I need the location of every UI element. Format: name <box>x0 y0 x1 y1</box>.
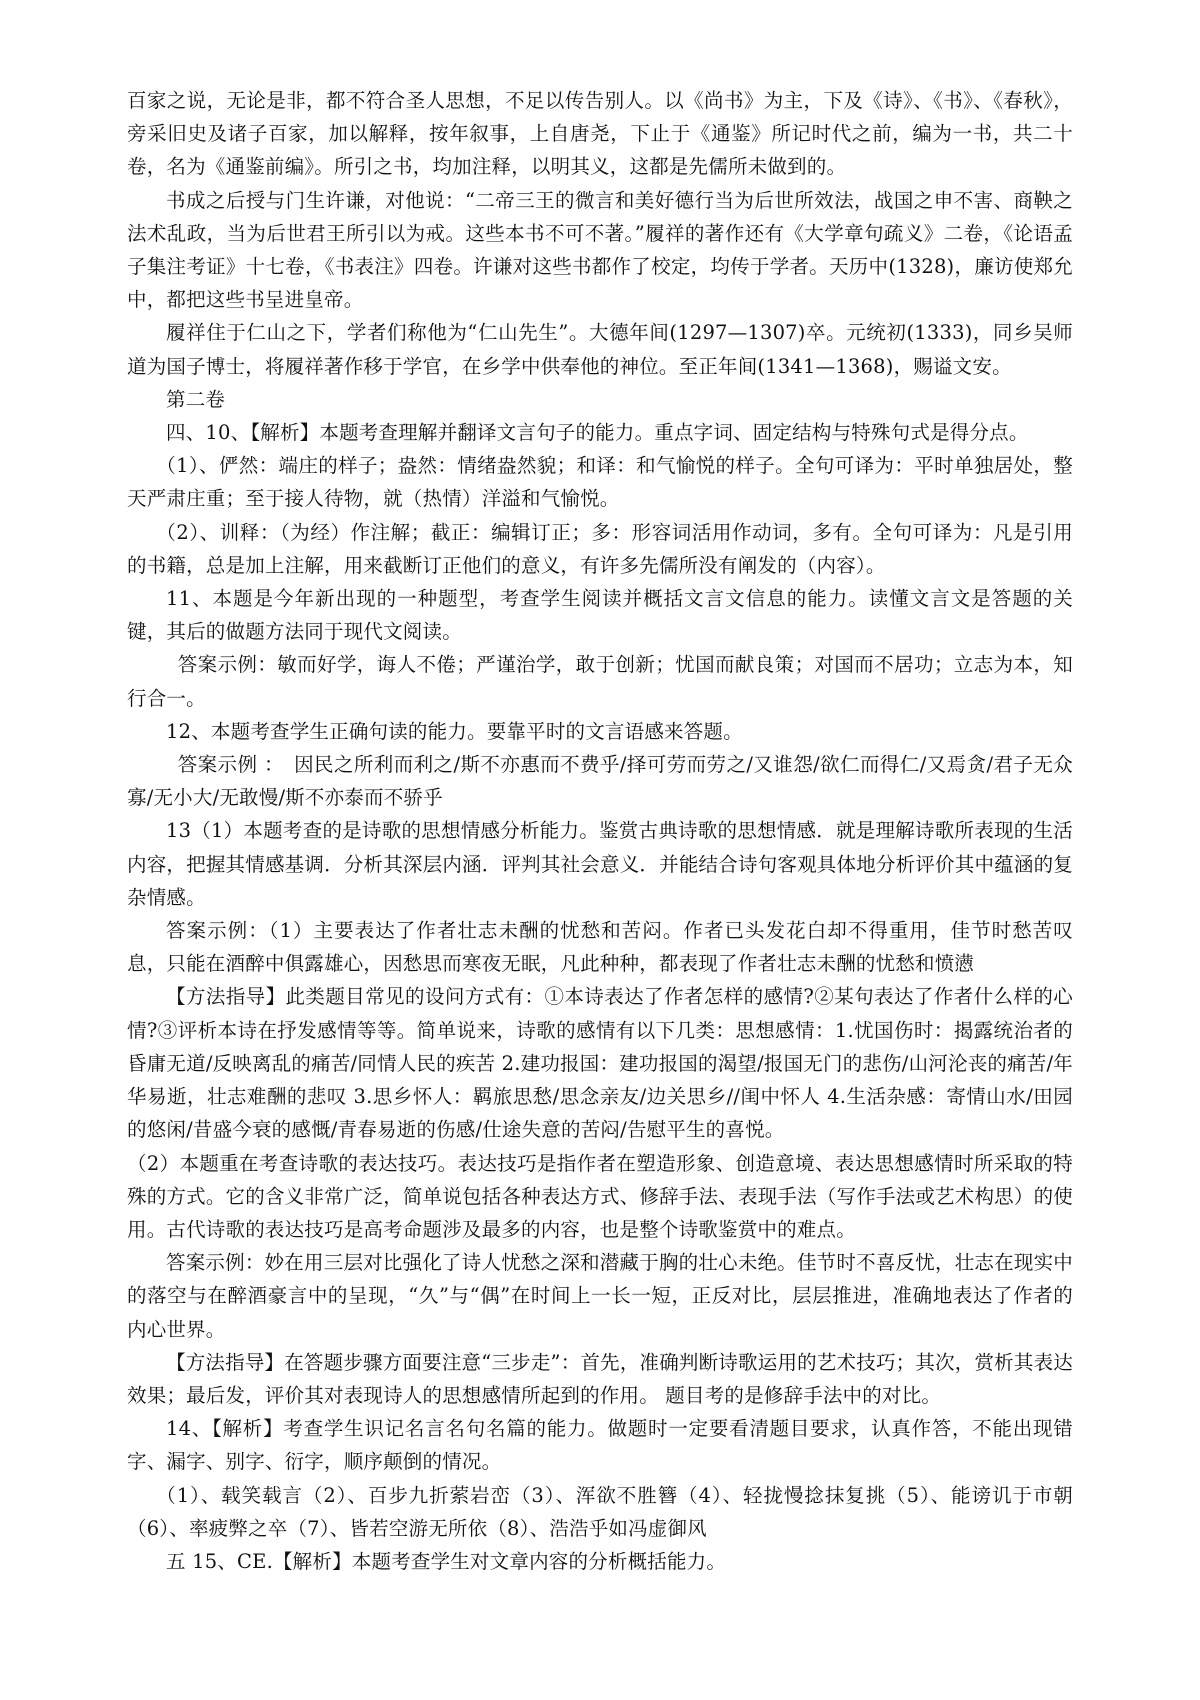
answer-14-items: （1）、载笑载言（2）、百步九折萦岩峦（3）、浑欲不胜簪（4）、轻拢慢捻抹复挑（5）、能谤讥于市朝（6）、率疲弊之卒（7）、皆若空游无所依（8）、浩浩乎如冯虚御风 <box>127 1483 1073 1540</box>
paragraph-2: 书成之后授与门生许谦，对他说：“二帝三王的微言和美好德行当为后世所效法，战国之申不害、商鞅之法术乱政，当为后世君王所引以为戒。这些本书不可不著。”履祥的著作还有《大学章句疏义》二卷，《论语孟子集注考证》十七卷，《书表注》四卷。许谦对这些书都作了校定，均传于学者。天历中(1328)，廉访使郑允中，都把这些书呈进皇帝。 <box>127 188 1073 312</box>
section-heading-volume-two: 第二卷 <box>166 387 226 411</box>
paragraph-3: 履祥住于仁山之下，学者们称他为“仁山先生”。大德年间(1297—1307)卒。元统初(1333)，同乡吴师道为国子博士，将履祥著作移于学官，在乡学中供奉他的神位。至正年间(1341—1368)，赐谥文安。 <box>127 321 1073 378</box>
answer-10-part-2: （2）、训释：（为经）作注解；截正：编辑订正；多：形容词活用作动词，多有。全句可译为：凡是引用的书籍，总是加上注解，用来截断订正他们的意义，有许多先儒所没有阐发的（内容）。 <box>127 520 1073 577</box>
answer-11-example: 答案示例：敏而好学，诲人不倦；严谨治学，敢于创新；忧国而献良策；对国而不居功；立志为本，知行合一。 <box>127 653 1073 710</box>
answer-12-analysis: 12、本题考查学生正确句读的能力。要靠平时的文言语感来答题。 <box>166 719 743 743</box>
answer-15-analysis: 五 15、CE.【解析】本题考查学生对文章内容的分析概括能力。 <box>166 1549 727 1573</box>
answer-12-example: 答案示例 ： 因民之所利而利之/斯不亦惠而不费乎/择可劳而劳之/又谁怨/欲仁而得仁/又焉贪/君子无众寡/无小大/无敢慢/斯不亦泰而不骄乎 <box>127 753 1073 810</box>
answer-10-analysis: 四、10、【解析】本题考查理解并翻译文言句子的能力。重点字词、固定结构与特殊句式是得分点。 <box>166 421 1029 445</box>
answer-13-part-1-analysis: 13（1）本题考查的是诗歌的思想情感分析能力。鉴赏古典诗歌的思想情感．就是理解诗歌所表现的生活内容，把握其情感基调．分析其深层内涵．评判其社会意义．并能结合诗句客观具体地分析评价其中蕴涵的复杂情感。 <box>127 819 1073 909</box>
answer-13-part-2-example: 答案示例：妙在用三层对比强化了诗人忧愁之深和潜藏于胸的壮心未绝。佳节时不喜反忧，壮志在现实中的落空与在醉酒豪言中的呈现，“久”与“偶”在时间上一长一短，正反对比，层层推进，准确地表达了作者的内心世界。 <box>127 1251 1073 1341</box>
answer-10-part-1: （1）、俨然：端庄的样子；盎然：情绪盎然貌；和译：和气愉悦的样子。全句可译为：平时单独居处，整天严肃庄重；至于接人待物，就（热情）洋溢和气愉悦。 <box>127 454 1073 511</box>
answer-14-analysis: 14、【解析】考查学生识记名言名句名篇的能力。做题时一定要看清题目要求，认真作答，不能出现错字、漏字、别字、衍字，顺序颠倒的情况。 <box>127 1417 1073 1474</box>
answer-13-method-guide-1: 【方法指导】此类题目常见的设问方式有：①本诗表达了作者怎样的感情?②某句表达了作者什么样的心情?③评析本诗在抒发感情等等。简单说来，诗歌的感情有以下几类：思想感情：1.忧国伤时：揭露统治者的昏庸无道/反映离乱的痛苦/同情人民的疾苦 2.建功报国：建功报国的渴望/报国无门的悲伤/山河沦丧的痛苦/年华易逝，壮志难酬的悲叹 3.思乡怀人：羁旅思愁/思念亲友/边关思乡//闺中怀人 4.生活杂感：寄情山水/田园的悠闲/昔盛今衰的感慨/青春易逝的伤感/仕途失意的苦闷/告慰平生的喜悦。 <box>127 985 1073 1142</box>
answer-13-method-guide-2: 【方法指导】在答题步骤方面要注意“三步走”：首先，准确判断诗歌运用的艺术技巧；其次，赏析其表达效果；最后发，评价其对表现诗人的思想感情所起到的作用。 题目考的是修辞手法中的对比。 <box>127 1350 1073 1407</box>
answer-13-part-2-analysis: （2）本题重在考查诗歌的表达技巧。表达技巧是指作者在塑造形象、创造意境、表达思想感情时所采取的特殊的方式。它的含义非常广泛，简单说包括各种表达方式、修辞手法、表现手法（写作手法或艺术构思）的使用。古代诗歌的表达技巧是高考命题涉及最多的内容，也是整个诗歌鉴赏中的难点。 <box>127 1151 1073 1241</box>
paragraph-1: 百家之说，无论是非，都不符合圣人思想，不足以传告别人。以《尚书》为主，下及《诗》、《书》、《春秋》，旁采旧史及诸子百家，加以解释，按年叙事，上自唐尧，下止于《通鉴》所记时代之前，编为一书，共二十卷，名为《通鉴前编》。所引之书，均加注释，以明其义，这都是先儒所未做到的。 <box>127 89 1073 179</box>
answer-13-part-1-example: 答案示例：（1）主要表达了作者壮志未酬的忧愁和苦闷。作者已头发花白却不得重用，佳节时愁苦叹息，只能在酒醉中俱露雄心，因愁思而寒夜无眠，凡此种种，都表现了作者壮志未酬的忧愁和愤懑 <box>127 919 1073 976</box>
answer-11-analysis: 11、本题是今年新出现的一种题型，考查学生阅读并概括文言文信息的能力。读懂文言文是答题的关键，其后的做题方法同于现代文阅读。 <box>127 587 1073 644</box>
